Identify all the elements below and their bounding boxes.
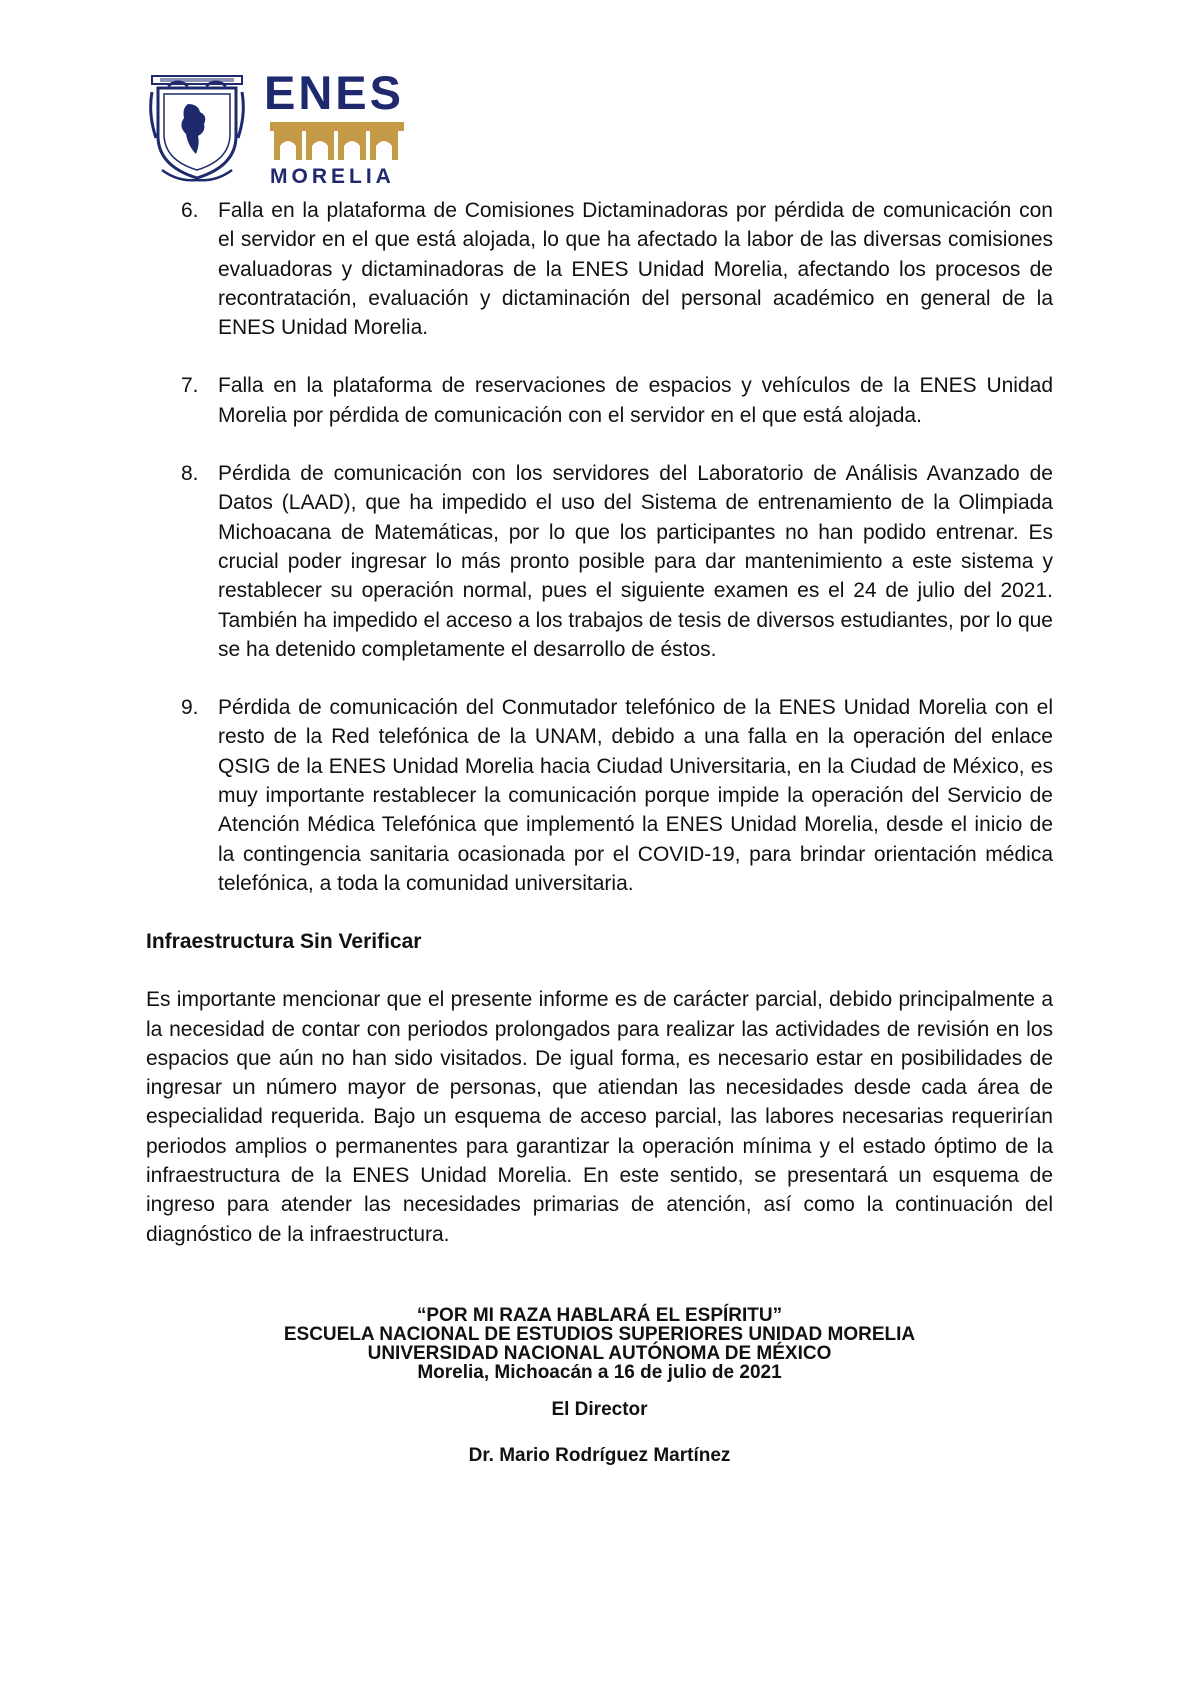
closing-block xyxy=(146,1306,1053,1467)
document-body xyxy=(146,196,1053,1249)
logo-enes-text: ENES xyxy=(264,66,404,119)
aqueduct-icon xyxy=(270,122,404,160)
place-date: Morelia, Michoacán a 16 de julio de 2021 xyxy=(417,1362,782,1383)
letterhead xyxy=(148,66,428,188)
unam-seal-icon xyxy=(148,74,246,184)
list-item-text: Pérdida de comunicación del Conmutador telefónico de la ENES Unidad Morelia con el resto de la Red telefónica de la UNAM, debido a una falla en la operación del enlace QSIG de la ENES Unidad Morelia hacia Ciudad Universitaria, en la Ciudad de México, es muy importante restablecer la comunicación porque impide la operación del Servicio de Atención Médica Telefónica que implementó la ENES Unidad Morelia, desde el inicio de la contingencia sanitaria ocasionada por el COVID-19, para brindar orientación médica telefónica, a toda la comunidad universitaria. xyxy=(218,696,1053,895)
list-item-text: Pérdida de comunicación con los servidores del Laboratorio de Análisis Avanzado de Datos (LAAD), que ha impedido el uso del Sistema de entrenamiento de la Olimpiada Michoacana de Matemáticas, por lo que los participantes no han podido entrenar. Es crucial poder ingresar lo más pronto posible para dar mantenimiento a este sistema y restablecer su operación normal, pues el siguiente examen es el 24 de julio del 2021. También ha impedido el acceso a los trabajos de tesis de diversos estudiantes, por lo que se ha detenido completamente el desarrollo de éstos. xyxy=(218,462,1053,661)
list-item xyxy=(146,459,1053,664)
numbered-list xyxy=(146,196,1053,898)
motto: “POR MI RAZA HABLARÁ EL ESPÍRITU” xyxy=(416,1305,783,1326)
university-name: UNIVERSIDAD NACIONAL AUTÓNOMA DE MÉXICO xyxy=(367,1343,832,1364)
school-name: ESCUELA NACIONAL DE ESTUDIOS SUPERIORES UNIDAD MORELIA xyxy=(283,1324,916,1345)
list-item-number: 9. xyxy=(181,696,199,720)
section-paragraph: Es importante mencionar que el presente informe es de carácter parcial, debido principalmente a la necesidad de contar con periodos prolongados para realizar las actividades de revisión en los espacios que aún no han sido visitados. De igual forma, es necesario estar en posibilidades de ingresar un número mayor de personas, que atiendan las necesidades desde cada área de especialidad requerida. Bajo un esquema de acceso parcial, las labores necesarias requerirían periodos amplios o permanentes para garantizar la operación mínima y el estado óptimo de la infraestructura de la ENES Unidad Morelia. En este sentido, se presentará un esquema de ingreso para atender las necesidades primarias de atención, así como la continuación del diagnóstico de la infraestructura. xyxy=(146,988,1053,1246)
list-item-number: 7. xyxy=(181,374,199,398)
list-item-text: Falla en la plataforma de Comisiones Dictaminadoras por pérdida de comunicación con el servidor en el que está alojada, lo que ha afectado la labor de las diversas comisiones evaluadoras y dictaminadoras de la ENES Unidad Morelia, afectando los procesos de recontratación, evaluación y dictaminación del personal académico en general de la ENES Unidad Morelia. xyxy=(218,199,1053,340)
list-item xyxy=(146,693,1053,898)
enes-morelia-logo xyxy=(264,66,414,188)
list-item-number: 8. xyxy=(181,462,199,486)
list-item xyxy=(146,371,1053,430)
signer-name: Dr. Mario Rodríguez Martínez xyxy=(468,1445,731,1466)
signer-role: El Director xyxy=(551,1399,648,1420)
logo-morelia-text: MORELIA xyxy=(270,165,395,188)
list-item-text: Falla en la plataforma de reservaciones de espacios y vehículos de la ENES Unidad Morelia por pérdida de comunicación con el servidor en el que está alojada. xyxy=(218,374,1053,427)
list-item-number: 6. xyxy=(181,199,199,222)
section-heading: Infraestructura Sin Verificar xyxy=(146,930,422,954)
list-item xyxy=(146,196,1053,342)
